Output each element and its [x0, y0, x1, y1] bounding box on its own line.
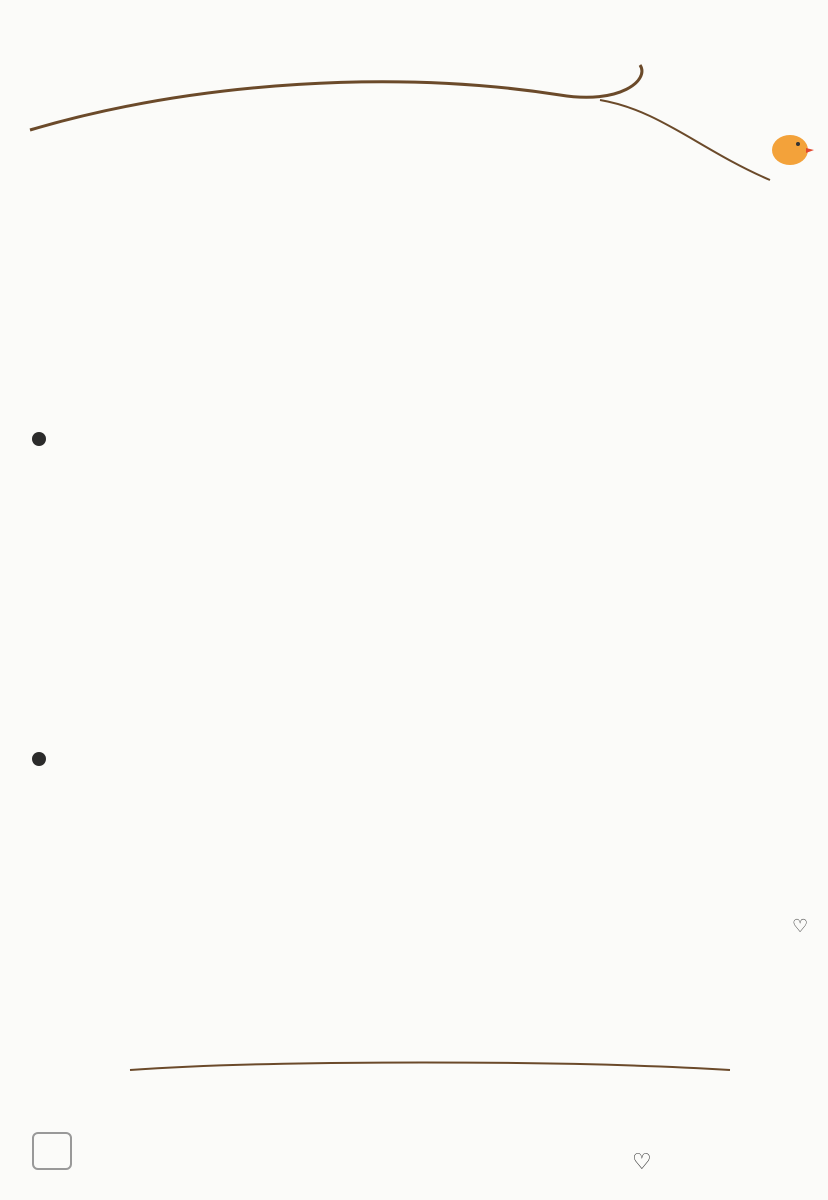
camscanner-logo	[32, 1132, 72, 1170]
bird-icon	[772, 135, 814, 165]
heart-icon: ♡	[632, 1150, 652, 1175]
heart-icon: ♡	[792, 916, 809, 937]
binder-hole	[32, 752, 46, 766]
flower-garland-bottom	[120, 1030, 740, 1100]
flower-garland-top	[0, 40, 828, 210]
binder-hole	[32, 432, 46, 446]
